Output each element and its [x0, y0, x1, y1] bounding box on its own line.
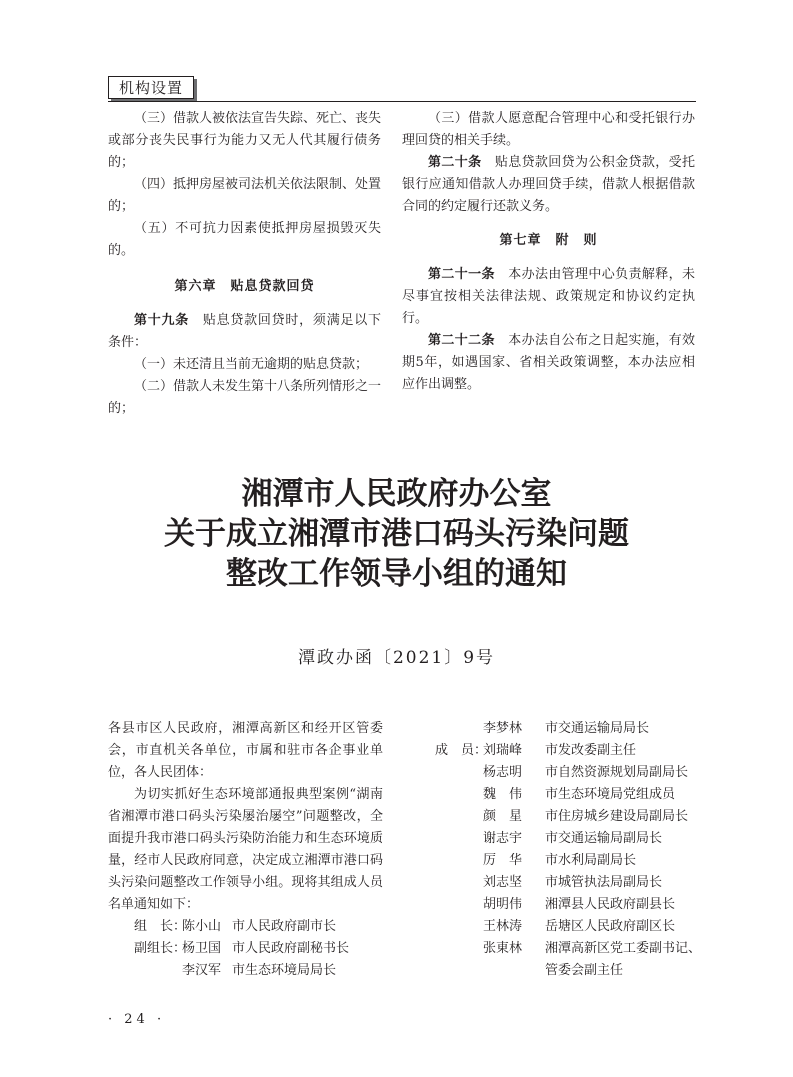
member-name: 李梦林 [483, 721, 523, 736]
chapter-7-heading: 第七章 附 则 [499, 233, 598, 248]
member-row [108, 938, 383, 960]
member-row [410, 916, 700, 938]
member-name: 刘志坚 [483, 875, 523, 890]
article-19 [108, 310, 381, 354]
member-row [410, 740, 700, 762]
member-title: 湘潭高新区党工委副书记、 [545, 941, 702, 956]
member-title: 市自然资源规划局副局长 [545, 765, 689, 780]
member-name: 刘瑞峰 [483, 743, 523, 758]
notice-body-column [108, 718, 383, 982]
article-20-text: 贴息贷款回贷为公积金贷款，受托银行应通知借款人办理回贷手续，借款人根据借款合同的约定履行还款义务。 [402, 155, 695, 214]
member-name: 王林涛 [483, 919, 523, 934]
member-row [410, 894, 700, 916]
member-name: 谢志宇 [483, 831, 523, 846]
member-title: 市人民政府副市长 [232, 919, 337, 934]
article-19-text: 贴息贷款回贷时，须满足以下条件： [108, 313, 381, 350]
member-role: 组 长： [134, 919, 187, 934]
article-21-text: 本办法由管理中心负责解释，未尽事宜按相关法律法规、政策规定和协议约定执行。 [402, 267, 695, 326]
header-rule [108, 101, 696, 102]
list-item: （二）借款人未发生第十八条所列情形之一的； [108, 379, 382, 416]
member-name: 厉 华 [483, 853, 523, 868]
article-20-label: 第二十条 [428, 155, 482, 170]
paragraph: （三）借款人被依法宣告失踪、死亡、丧失或部分丧失民事行为能力又无人代其履行债务的； [108, 111, 382, 170]
member-row [410, 960, 700, 982]
members-right-column [410, 718, 700, 982]
member-role: 副组长： [134, 941, 187, 956]
section-label: 机构设置 [108, 76, 194, 99]
member-row [410, 784, 700, 806]
member-name: 魏 伟 [483, 787, 523, 802]
article-22-text: 本办法自公布之日起实施，有效期5年，如遇国家、省相关政策调整，本办法应相应作出调整。 [402, 333, 695, 392]
recipients: 各县市区人民政府，湘潭高新区和经开区管委会，市直机关各单位，市属和驻市各企事业单位，各人民团体： [108, 721, 383, 780]
member-title: 市生态环境局党组成员 [545, 787, 676, 802]
list-item: （一）未还清且当前无逾期的贴息贷款； [134, 357, 369, 372]
title-line: 整改工作领导小组的通知 [226, 556, 567, 592]
document-number: 潭政办函〔2021〕9号 [297, 648, 496, 668]
member-name: 陈小山 [182, 919, 222, 934]
member-title: 市生态环境局局长 [232, 963, 337, 978]
article-22 [402, 330, 695, 396]
paragraph: （三）借款人愿意配合管理中心和受托银行办理回贷的相关手续。 [402, 111, 695, 148]
member-row [410, 762, 700, 784]
article-20 [402, 152, 695, 218]
member-name: 颜 星 [483, 809, 523, 824]
member-title: 市交通运输局副局长 [545, 831, 663, 846]
member-name: 胡明伟 [483, 897, 523, 912]
top-left-column [108, 108, 381, 420]
member-row [410, 850, 700, 872]
title-line: 关于成立湘潭市港口码头污染问题 [164, 516, 629, 552]
notice-title [100, 474, 693, 594]
member-row [108, 916, 383, 938]
member-title: 市住房城乡建设局副局长 [545, 809, 689, 824]
member-title: 市人民政府副秘书长 [232, 941, 350, 956]
members-right [410, 718, 700, 982]
member-name: 李汉军 [182, 963, 222, 978]
member-row [410, 828, 700, 850]
member-row [410, 938, 700, 960]
member-title: 市交通运输局局长 [545, 721, 650, 736]
member-row [410, 806, 700, 828]
member-title: 市发改委副主任 [545, 743, 637, 758]
member-row [410, 718, 700, 740]
paragraph: （五）不可抗力因素使抵押房屋损毁灭失的。 [108, 221, 381, 258]
top-right-column [402, 108, 695, 396]
member-role: 成 员： [435, 743, 488, 758]
page-number: · 24 · [108, 1012, 166, 1027]
notice-body: 为切实抓好生态环境部通报典型案例“湖南省湘潭市港口码头污染屡治屡空”问题整改，全面提升我市港口码头污染防治能力和生态环境质量，经市人民政府同意，决定成立湘潭市港口码头污染问题整改工作领导小组。现将其组成人员名单通知如下： [108, 787, 383, 912]
paragraph: （四）抵押房屋被司法机关依法限制、处置的； [108, 177, 382, 214]
member-name: 杨卫国 [182, 941, 222, 956]
member-title: 市城管执法局副局长 [545, 875, 663, 890]
member-title: 市水利局副局长 [545, 853, 637, 868]
article-21 [402, 264, 695, 330]
members-left [108, 916, 383, 982]
member-row [410, 872, 700, 894]
article-22-label: 第二十二条 [428, 333, 495, 348]
article-21-label: 第二十一条 [428, 267, 495, 282]
member-row [108, 960, 383, 982]
member-name: 张東林 [483, 941, 523, 956]
member-title: 湘潭县人民政府副县长 [545, 897, 676, 912]
article-19-label: 第十九条 [134, 313, 190, 328]
title-line: 湘潭市人民政府办公室 [241, 476, 552, 512]
member-title: 管委会副主任 [545, 963, 624, 978]
chapter-6-heading: 第六章 贴息贷款回贷 [174, 279, 315, 294]
member-title: 岳塘区人民政府副区长 [545, 919, 676, 934]
member-name: 杨志明 [483, 765, 523, 780]
